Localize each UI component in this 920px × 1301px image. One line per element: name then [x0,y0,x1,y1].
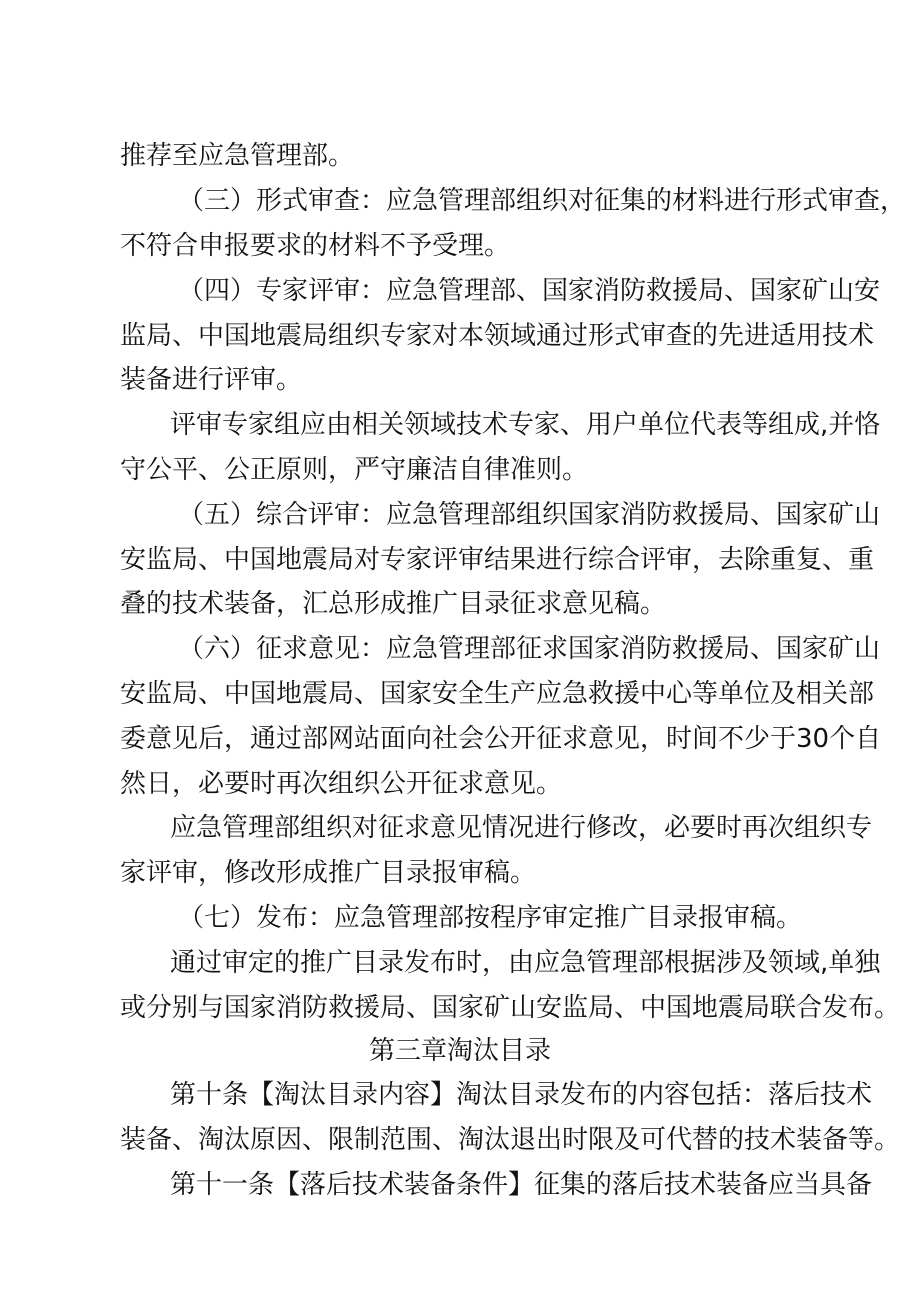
text-line: 然日，必要时再次组织公开征求意见。 [120,769,563,799]
text-line: 第十一条【落后技术装备条件】征集的落后技术装备应当具备 [170,1170,873,1200]
text-line: （三）形式审查：应急管理部组织对征集的材料进行形式审查， [178,186,907,216]
text-line: 装备进行评审。 [120,365,303,395]
text-line: （五）综合评审：应急管理部组织国家消防救援局、国家矿山 [178,500,881,530]
text-line: 或分别与国家消防救援局、国家矿山安监局、中国地震局联合发布。 [120,993,901,1023]
text-line: 推荐至应急管理部。 [120,141,355,171]
text-line: 监局、中国地震局组织专家对本领域通过形式审查的先进适用技术 [120,321,875,351]
text-line: 叠的技术装备，汇总形成推广目录征求意见稿。 [120,589,667,619]
text-line: 委意见后，通过部网站面向社会公开征求意见，时间不少于30个自 [120,724,882,754]
chapter-heading: 第三章淘汰目录 [368,1036,551,1066]
text-line: 评审专家组应由相关领域技术专家、用户单位代表等组成,并恪 [170,410,881,440]
text-line: 第十条【淘汰目录内容】淘汰目录发布的内容包括：落后技术 [170,1080,873,1110]
text-line: （四）专家评审：应急管理部、国家消防救援局、国家矿山安 [178,276,881,306]
text-line: 安监局、中国地震局、国家安全生产应急救援中心等单位及相关部 [120,679,875,709]
text-line: 装备、淘汰原因、限制范围、淘汰退出时限及可代替的技术装备等。 [120,1125,901,1155]
text-line: 家评审，修改形成推广目录报审稿。 [120,858,537,888]
text-line: （六）征求意见：应急管理部征求国家消防救援局、国家矿山 [178,634,881,664]
text-line: （七）发布：应急管理部按程序审定推广目录报审稿。 [178,903,803,933]
text-line: 应急管理部组织对征求意见情况进行修改，必要时再次组织专 [170,813,873,843]
text-line: 不符合申报要求的材料不予受理。 [120,231,511,261]
text-line: 守公平、公正原则，严守廉洁自律准则。 [120,455,589,485]
text-line: 安监局、中国地震局对专家评审结果进行综合评审，去除重复、重 [120,545,875,575]
text-line: 通过审定的推广目录发布时，由应急管理部根据涉及领域,单独 [170,948,881,978]
